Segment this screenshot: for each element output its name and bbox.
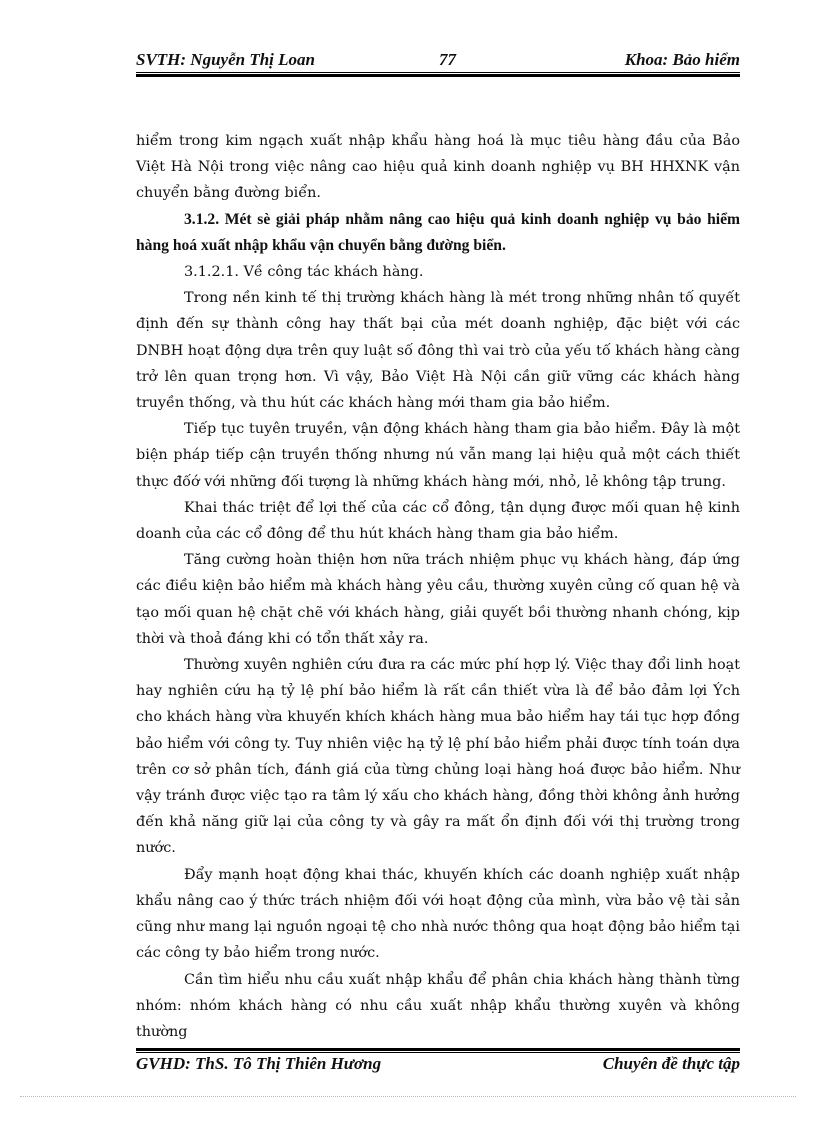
page-header [136,48,740,72]
paragraph: Trong nền kinh tế thị trường khách hàng là mét trong những nhân tố quyết định đến sự thành công hay thất bại của mét doanh nghiệp, đặc biệt với các DNBH hoạt động dựa trên quy luật số đông thì vai trò của yếu tố khách hàng càng trở lên quan trọng hơn. Vì vậy, Bảo Việt Hà Nội cần giữ vững các khách hàng truyền thống, và thu hút các khách hàng mới tham gia bảo hiểm. [136,290,740,412]
subsection-heading: 3.1.2.1. Về công tác khách hàng. [184,264,424,281]
footer-rule-thin [136,1052,740,1053]
paragraph: Tăng cường hoàn thiện hơn nữa trách nhiệm phục vụ khách hàng, đáp ứng các điều kiện bảo hiểm mà khách hàng yêu cầu, thường xuyên củng cố quan hệ và tạo mối quan hệ chặt chẽ với khách hàng, giải quyết bồi thường nhanh chóng, kịp thời và thoả đáng khi có tổn thất xảy ra. [136,552,740,647]
footer-supervisor: GVHD: ThS. Tô Thị Thiên Hương [136,1054,382,1073]
paragraph: Đẩy mạnh hoạt động khai thác, khuyến khích các doanh nghiệp xuất nhập khẩu nâng cao ý thức trách nhiệm đối với hoạt động của mình, vừa bảo vệ tài sản cũng như mang lại nguồn ngoại tệ cho nhà nước thông qua hoạt động bảo hiểm tại các công ty bảo hiểm trong nước. [136,866,740,962]
paragraph-continuation: hiểm trong kim ngạch xuất nhập khẩu hàng hoá là mục tiêu hàng đầu của Bảo Việt Hà Nội trong việc nâng cao hiệu quả kinh doanh nghiệp vụ BH HHXNK vận chuyển bằng đường biển. [136,133,740,202]
header-faculty: Khoa: Bảo hiểm [624,50,740,69]
document-body [136,128,740,1045]
section-heading: 3.1.2. Mét sè giải pháp nhằm nâng cao hiệu quả kinh doanh nghiệp vụ bảo hiểm hàng hoá xuất nhập khẩu vận chuyển bằng đường biển. [136,210,740,254]
header-student-name: SVTH: Nguyễn Thị Loan [136,50,315,69]
paragraph: Khai thác triệt để lợi thế của các cổ đông, tận dụng được mối quan hệ kinh doanh của các cổ đông để thu hút khách hàng tham gia bảo hiểm. [136,499,740,543]
page-bottom-border [20,1096,796,1097]
footer-doc-type: Chuyên đề thực tập [602,1054,740,1073]
header-rule-thin [136,72,740,73]
footer-rule-thick [136,1048,740,1051]
header-rule-thick [136,74,740,77]
paragraph: Thường xuyên nghiên cứu đưa ra các mức phí hợp lý. Việc thay đổi linh hoạt hay nghiên cứu hạ tỷ lệ phí bảo hiểm là rất cần thiết vừa là để bảo đảm lợi Ých cho khách hàng vừa khuyến khích khách hàng mua bảo hiểm hay tái tục hợp đồng bảo hiểm với công ty. Tuy nhiên việc hạ tỷ lệ phí bảo hiểm phải được tính toán dựa trên cơ sở phân tích, đánh giá của từng chủng loại hàng hoá được bảo hiểm. Như vậy tránh được việc tạo ra tâm lý xấu cho khách hàng, đồng thời không ảnh hưởng đến khả năng giữ lại của công ty và gây ra mất ổn định đối với thị trường trong nước. [136,657,740,857]
paragraph: Cần tìm hiểu nhu cầu xuất nhập khẩu để phân chia khách hàng thành từng nhóm: nhóm khách hàng có nhu cầu xuất nhập khẩu thường xuyên và không thường [136,971,740,1040]
page-number: 77 [439,50,456,69]
page-footer [136,1054,740,1078]
paragraph: Tiếp tục tuyên truyền, vận động khách hàng tham gia bảo hiểm. Đây là một biện pháp tiếp cận truyền thống nhưng nú vẫn mang lại hiệu quả một cách thiết thực đốớ với những đối tượng là những khách hàng mới, nhỏ, lẻ không tập trung. [136,421,740,490]
